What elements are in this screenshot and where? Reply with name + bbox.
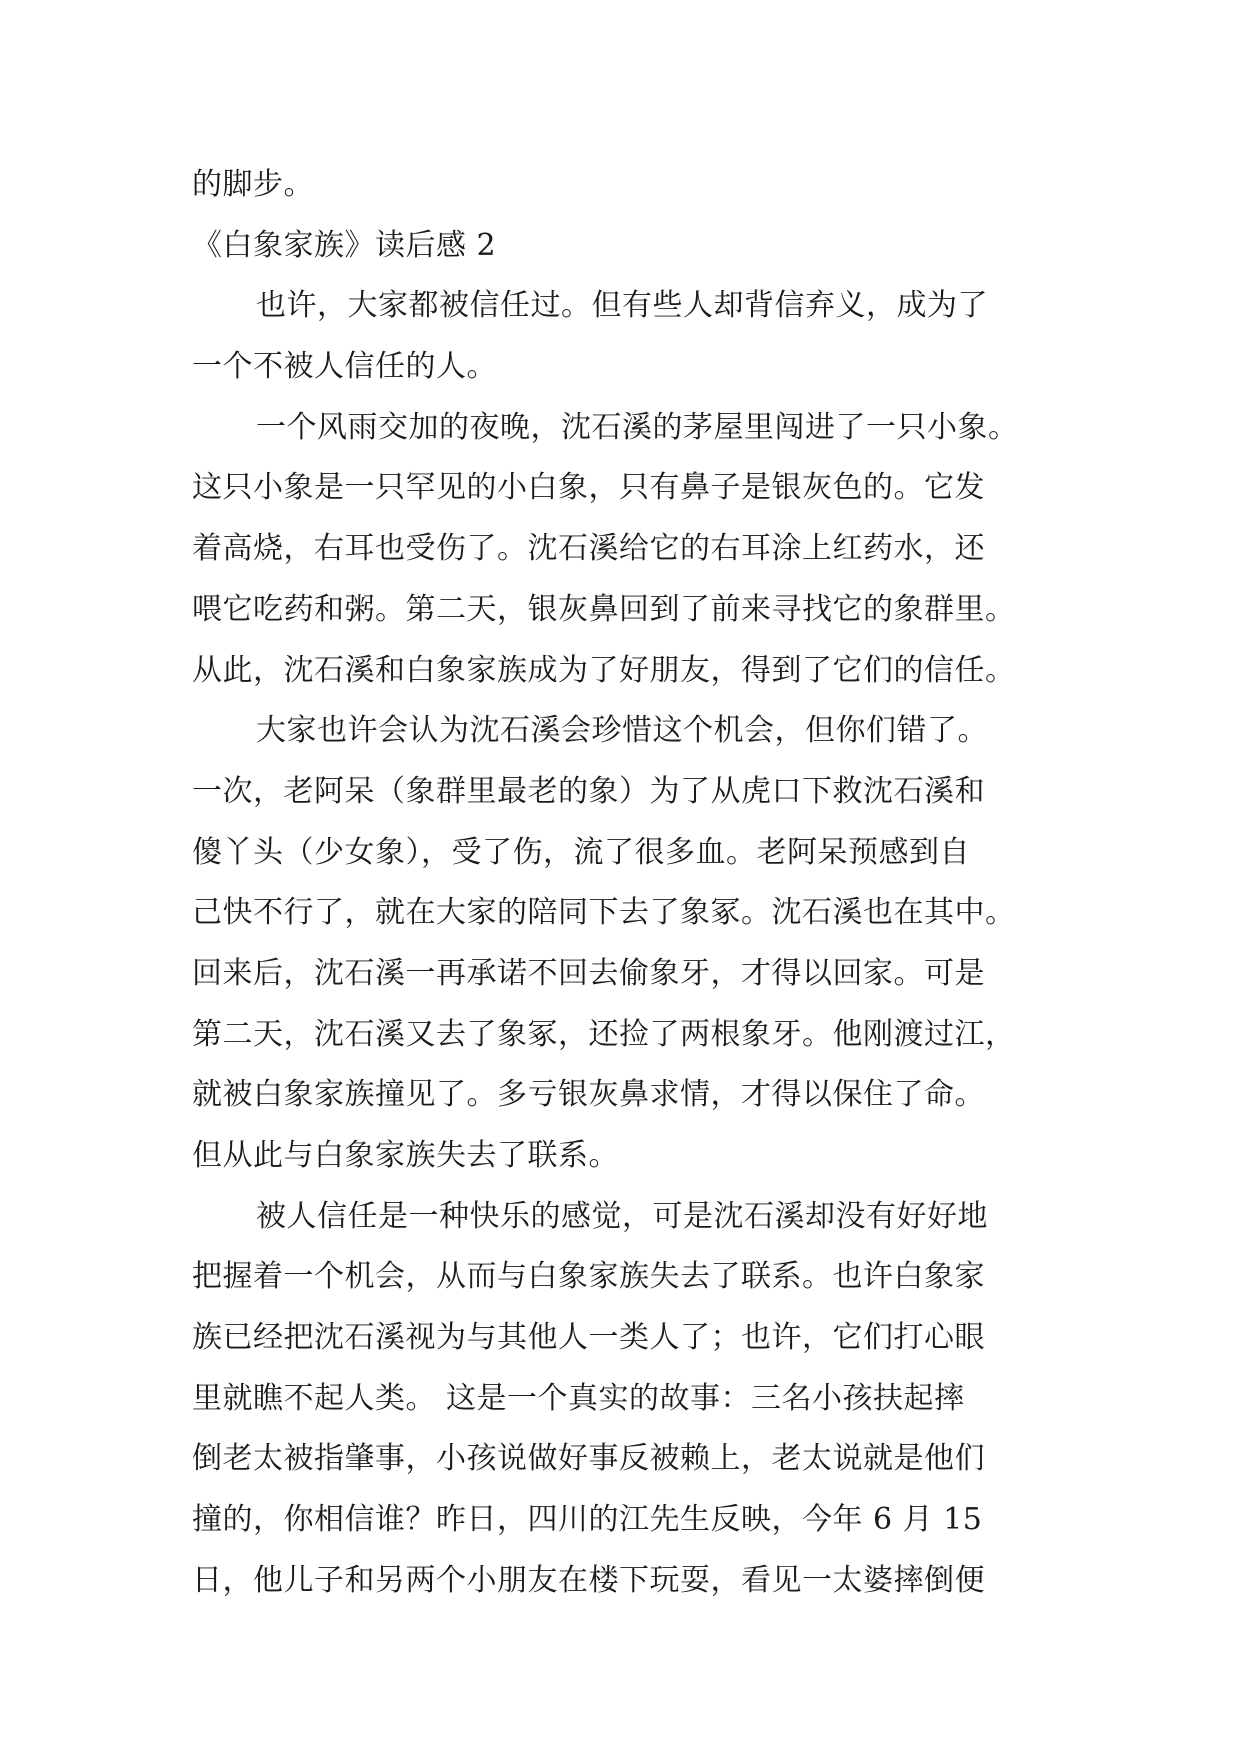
text-line: 傻丫头（少女象），受了伤，流了很多血。老阿呆预感到自 — [192, 834, 970, 870]
text-line: 大家也许会认为沈石溪会珍惜这个机会，但你们错了。 — [256, 713, 988, 749]
text-line: 从此，沈石溪和白象家族成为了好朋友，得到了它们的信任。 — [192, 652, 1016, 688]
text-line: 把握着一个机会，从而与白象家族失去了联系。也许白象家 — [192, 1259, 985, 1295]
text-line: 日，他儿子和另两个小朋友在楼下玩耍，看见一太婆摔倒便 — [192, 1562, 985, 1598]
text-line: 被人信任是一种快乐的感觉，可是沈石溪却没有好好地 — [256, 1198, 988, 1234]
document-body — [192, 155, 1072, 1612]
section-heading: 《白象家族》读后感 2 — [192, 227, 497, 263]
text-line: 喂它吃药和粥。第二天，银灰鼻回到了前来寻找它的象群里。 — [192, 591, 1016, 627]
text-line: 就被白象家族撞见了。多亏银灰鼻求情，才得以保住了命。 — [192, 1077, 985, 1113]
text-line: 回来后，沈石溪一再承诺不回去偷象牙，才得以回家。可是 — [192, 955, 985, 991]
text-line: 一个风雨交加的夜晚，沈石溪的茅屋里闯进了一只小象。 — [256, 409, 1019, 445]
text-line: 倒老太被指肇事，小孩说做好事反被赖上，老太说就是他们 — [192, 1441, 985, 1477]
text-line: 里就瞧不起人类。 这是一个真实的故事：三名小孩扶起摔 — [192, 1380, 965, 1416]
text-line: 也许，大家都被信任过。但有些人却背信弃义，成为了 — [256, 288, 988, 324]
text-line: 这只小象是一只罕见的小白象，只有鼻子是银灰色的。它发 — [192, 470, 985, 506]
text-line: 撞的，你相信谁？昨日，四川的江先生反映，今年 6 月 15 — [192, 1502, 983, 1538]
text-line: 的脚步。 — [192, 167, 314, 202]
text-line: 己快不行了，就在大家的陪同下去了象冢。沈石溪也在其中。 — [192, 895, 1016, 931]
text-line: 但从此与白象家族失去了联系。 — [192, 1138, 619, 1173]
text-line: 一次，老阿呆（象群里最老的象）为了从虎口下救沈石溪和 — [192, 773, 985, 809]
text-line: 第二天，沈石溪又去了象冢，还捡了两根象牙。他刚渡过江， — [192, 1016, 1016, 1052]
text-line: 族已经把沈石溪视为与其他人一类人了；也许，它们打心眼 — [192, 1320, 985, 1356]
text-line: 一个不被人信任的人。 — [192, 349, 497, 385]
text-line: 着高烧，右耳也受伤了。沈石溪给它的右耳涂上红药水，还 — [192, 531, 985, 567]
